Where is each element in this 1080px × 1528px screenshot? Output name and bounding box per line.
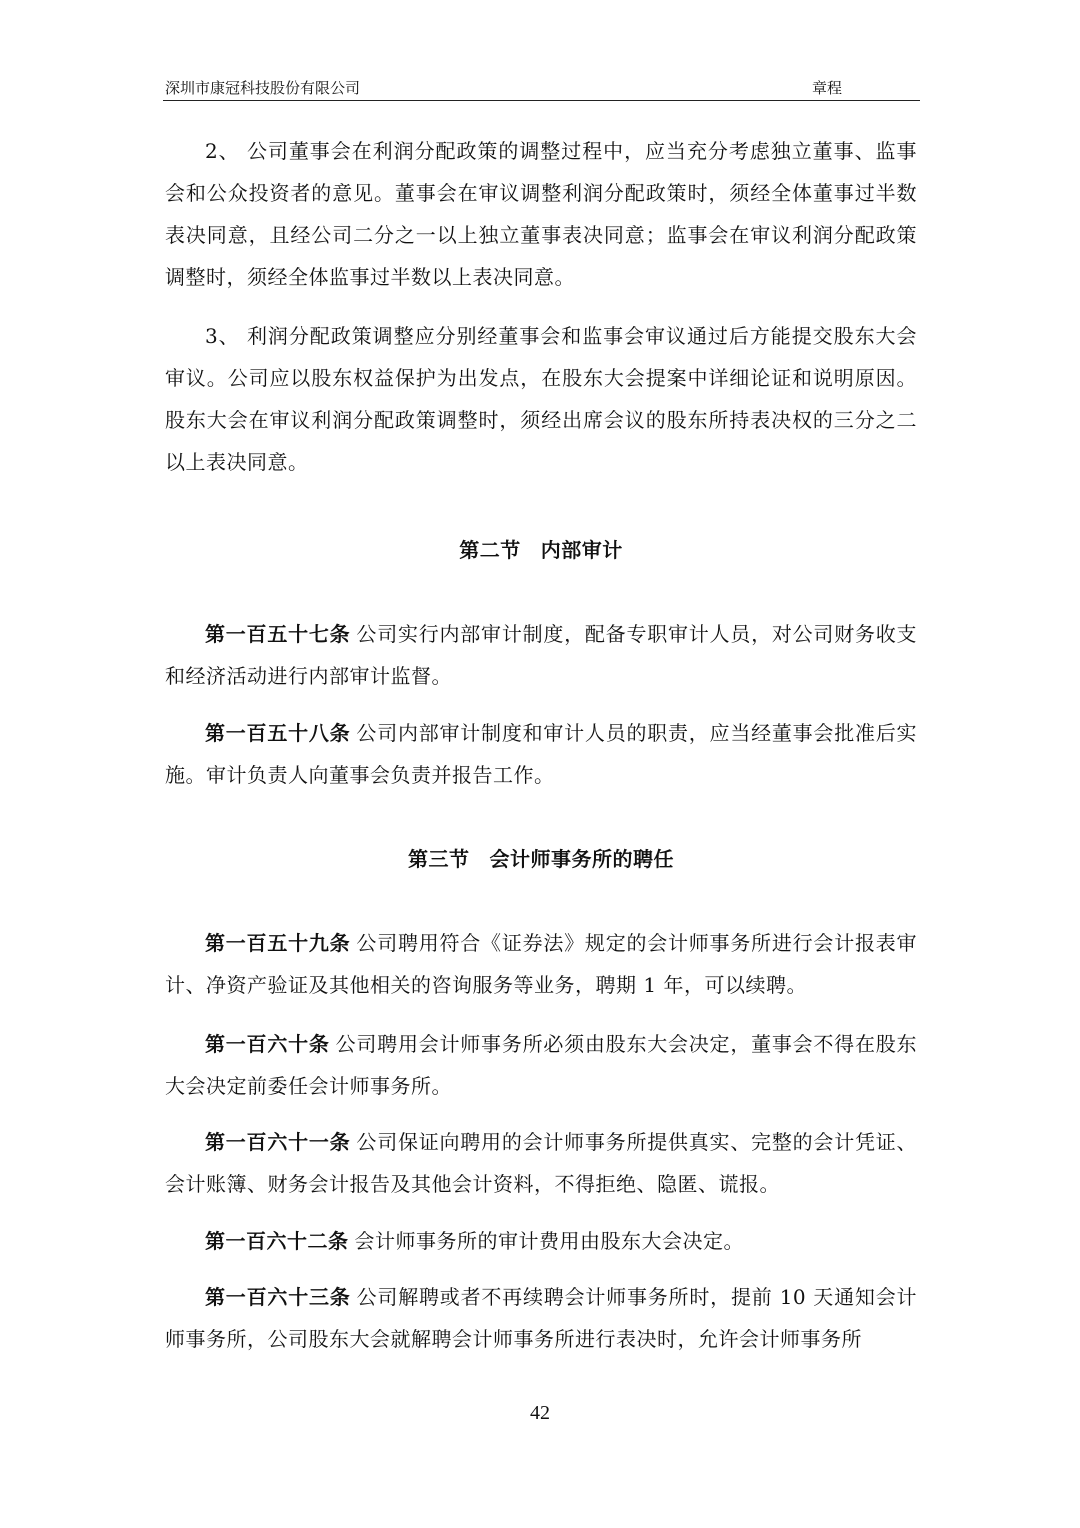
article-text: 公司解聘或者不再续聘会计师事务所时，提前 10 天通知会计师事务所，公司股东大会就解聘会计师事务所进行表决时，允许会计师事务所 — [165, 1285, 918, 1351]
section-label: 第三节 — [408, 847, 470, 871]
article-text: 公司聘用符合《证券法》规定的会计师事务所进行会计报表审计、净资产验证及其他相关的咨询服务等业务，聘期 1 年，可以续聘。 — [165, 931, 918, 997]
article-163 — [165, 1276, 917, 1360]
article-text: 公司保证向聘用的会计师事务所提供真实、完整的会计凭证、会计账簿、财务会计报告及其他会计资料，不得拒绝、隐匿、谎报。 — [165, 1130, 918, 1196]
article-title: 第一百五十八条 — [205, 721, 351, 745]
article-158 — [165, 712, 917, 796]
article-title: 第一百五十七条 — [205, 622, 351, 646]
article-text: 公司聘用会计师事务所必须由股东大会决定，董事会不得在股东大会决定前委任会计师事务所。 — [165, 1032, 918, 1098]
article-text: 公司内部审计制度和审计人员的职责，应当经董事会批准后实施。审计负责人向董事会负责并报告工作。 — [165, 721, 918, 787]
page-number: 42 — [530, 1402, 550, 1424]
article-title: 第一百六十一条 — [205, 1130, 351, 1154]
section-name: 会计师事务所的聘任 — [489, 847, 674, 871]
paragraph-policy-adjustment-board: 2、 公司董事会在利润分配政策的调整过程中，应当充分考虑独立董事、监事会和公众投资者的意见。董事会在审议调整利润分配政策时，须经全体董事过半数表决同意，且经公司二分之一以上独立董事表决同意；监事会在审议利润分配政策调整时，须经全体监事过半数以上表决同意。 — [165, 139, 917, 289]
article-157 — [165, 613, 917, 697]
page-header — [163, 76, 920, 101]
article-161 — [165, 1121, 917, 1205]
article-162 — [165, 1220, 917, 1262]
section-name: 内部审计 — [540, 538, 623, 562]
section-label: 第二节 — [459, 538, 521, 562]
article-160 — [165, 1023, 917, 1107]
article-159 — [165, 922, 917, 1006]
header-document-type: 章程 — [811, 79, 842, 97]
article-text: 公司实行内部审计制度，配备专职审计人员，对公司财务收支和经济活动进行内部审计监督。 — [165, 622, 918, 688]
paragraph-policy-adjustment-review: 3、 利润分配政策调整应分别经董事会和监事会审议通过后方能提交股东大会审议。公司应以股东权益保护为出发点，在股东大会提案中详细论证和说明原因。股东大会在审议利润分配政策调整时，须经出席会议的股东所持表决权的三分之二以上表决同意。 — [165, 324, 917, 474]
article-title: 第一百五十九条 — [205, 931, 351, 955]
article-title: 第一百六十条 — [205, 1032, 330, 1056]
section-heading-internal-audit — [165, 536, 917, 564]
header-company-name: 深圳市康冠科技股份有限公司 — [165, 79, 361, 97]
article-title: 第一百六十三条 — [205, 1285, 351, 1309]
article-title: 第一百六十二条 — [205, 1229, 349, 1253]
section-heading-accounting-firm — [165, 845, 917, 873]
article-text: 会计师事务所的审计费用由股东大会决定。 — [354, 1229, 744, 1253]
